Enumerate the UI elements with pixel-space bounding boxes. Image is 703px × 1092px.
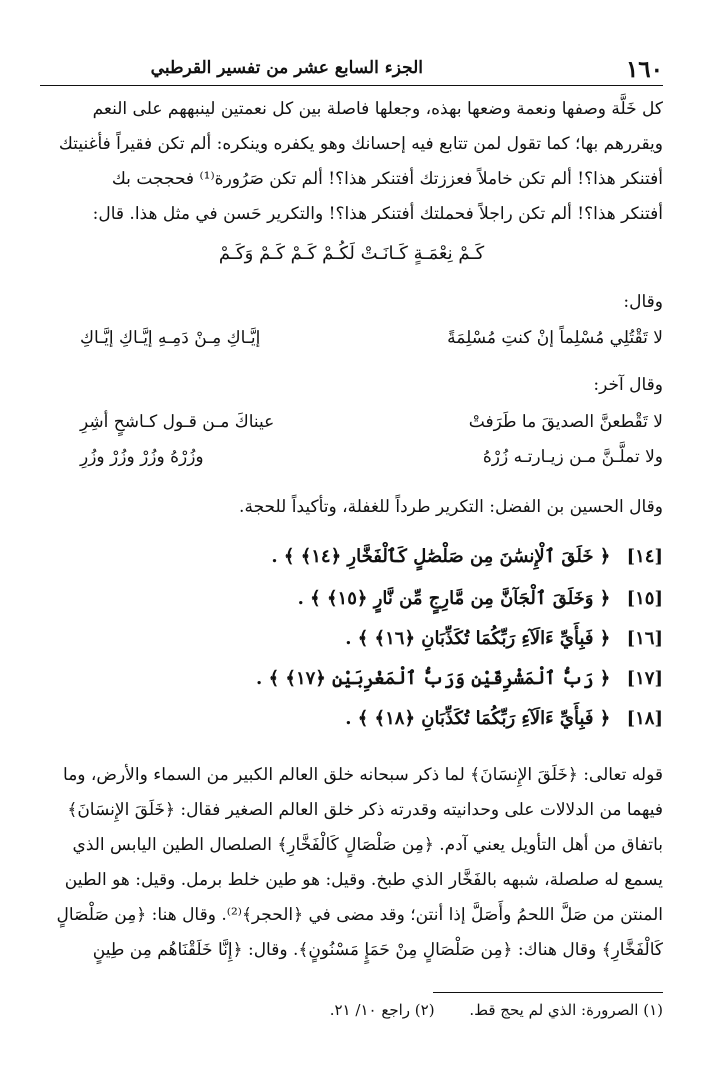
verse-number: [١٨] (626, 708, 663, 729)
poem-hemistich-left: عيناكَ مـن قـول كـاشحٍ أشِرِ (80, 412, 275, 432)
footnote-rule (433, 992, 663, 993)
page-header (40, 52, 663, 86)
wa-qal-label: وقال: (623, 292, 663, 312)
verse-text: ﴿ وَخَلَقَ ٱلْجَآنَّ مِن مَّارِجٍ مِّن نَّارٍ ﴿١٥﴾ ﴾ . (297, 588, 611, 609)
text-line: باتفاق من أهل التأويل يعني آدم. ﴿مِن صَلْصَالٍ كَالْفَخَّارِ﴾ الصلصال الطين اليابس الذي (72, 835, 663, 855)
quran-verse-14 (40, 546, 663, 580)
running-title: الجزء السابع عشر من تفسير القرطبي (150, 58, 423, 78)
text-line: ويقررهم بها؛ كما تقول لمن تتابع فيه إحسانك وهو يكفره وينكره: ألم تكن فقيراً فأغنيتك (58, 134, 663, 154)
page-number: ١٦٠ (625, 56, 663, 83)
footnote-2: (٢) راجع ١٠/ ٢١. (329, 1001, 435, 1019)
verse-number: [١٦] (626, 628, 663, 649)
quran-verse-17 (40, 668, 663, 702)
footnotes (40, 1001, 663, 1019)
poem2-line-1 (40, 412, 663, 446)
poem-hemistich-right: لا تَقْطعنَّ الصديقَ ما طَرَفتْ (468, 412, 663, 432)
text-line: قوله تعالى: ﴿خَلَقَ الإِنسَانَ﴾ لما ذكر سبحانه خلق العالم الكبير من السماء والأرض، وما (63, 765, 663, 785)
verse-number: [١٧] (626, 668, 663, 689)
wa-qal-akhar-label: وقال آخر: (593, 375, 663, 395)
commentary-paragraph (40, 758, 663, 968)
verse-text: ﴿ فَبِأَيِّ ءَالَآءِ رَبِّكُمَا تُكَذِّبَانِ ﴿١٨﴾ ﴾ . (345, 708, 611, 729)
poem-hemistich-right: ولا تملَّـنَّ مـن زيـارتـه زُرْهُ (482, 447, 663, 467)
verse-number: [١٥] (626, 588, 663, 609)
intro-paragraph (40, 92, 663, 232)
verse-number: [١٤] (626, 546, 663, 567)
text-line: يسمع له صلصلة، شبهه بالفَخَّار الذي طبخ. وقيل: هو طين خلط برمل. وقيل: هو الطين (64, 870, 663, 890)
husayn-quote: وقال الحسين بن الفضل: التكرير طرداً للغفلة، وتأكيداً للحجة. (239, 497, 663, 517)
poem2-line-2 (40, 447, 663, 481)
verse-text: ﴿ رَبُّ ٱلْمَشْرِقَيْنِ وَرَبُّ ٱلْمَغْرِبَيْنِ ﴿١٧﴾ ﴾ . (256, 668, 611, 689)
quran-verse-15 (40, 588, 663, 622)
text-line: كَالْفَخَّارِ﴾ وقال هناك: ﴿مِن صَلْصَالٍ مِنْ حَمَإٍ مَسْنُونٍ﴾. وقال: ﴿إِنَّا خَلَقْنَاهُم مِن طِينٍ (92, 940, 663, 960)
text-line: كل خَلَّة وصفها ونعمة وضعها بهذه، وجعلها فاصلة بين كل نعمتين لينبههم على النعم (92, 99, 663, 119)
centered-verse: كَـمْ نِعْمَـةٍ كَـانَـتْ لَكُـمْ كَـمْ كَـمْ وَكَـمْ (218, 243, 485, 264)
text-line: المنتن من صَلَّ اللحمُ وأَصَلَّ إذا أنتن؛ وقد مضى في ﴿الحجر﴾⁽²⁾. وقال هنا: ﴿مِن صَلْصَالٍ (56, 905, 663, 925)
footnote-1: (١) الصرورة: الذي لم يحج قط. (469, 1001, 663, 1019)
header-rule (40, 85, 663, 86)
poem-hemistich-left: وزُرْهُ وزُرْ وزُرْ وزُرِ (80, 447, 204, 467)
quran-verse-16 (40, 628, 663, 662)
poem1-line (40, 328, 663, 362)
verse-text: ﴿ فَبِأَيِّ ءَالَآءِ رَبِّكُمَا تُكَذِّبَانِ ﴿١٦﴾ ﴾ . (345, 628, 611, 649)
text-line: أفتنكر هذا؟! ألم تكن خاملاً فعززتك أفتنكر هذا؟! ألم تكن صَرُورة⁽¹⁾ فحججت بك (111, 169, 663, 189)
text-line: فيهما من الدلالات على وحدانيته وقدرته ذكر خلق العالم الصغير فقال: ﴿خَلَقَ الإِنسَانَ﴾ (67, 800, 663, 820)
quran-verse-18 (40, 708, 663, 742)
text-line: أفتنكر هذا؟! ألم تكن راجلاً فحملتك أفتنكر هذا؟! والتكرير حَسن في مثل هذا. قال: (92, 204, 663, 224)
poem-hemistich-left: إيَّـاكِ مِـنْ دَمِـهِ إيَّـاكِ إيَّـاكِ (80, 328, 261, 348)
verse-text: ﴿ خَلَقَ ٱلْإِنسَٰنَ مِن صَلْصَٰلٍ كَٱلْفَخَّارِ ﴿١٤﴾ ﴾ . (271, 546, 611, 567)
poem-hemistich-right: لا تَقْتُلِي مُسْلِماً إنْ كنتِ مُسْلِمَةً (447, 328, 663, 348)
